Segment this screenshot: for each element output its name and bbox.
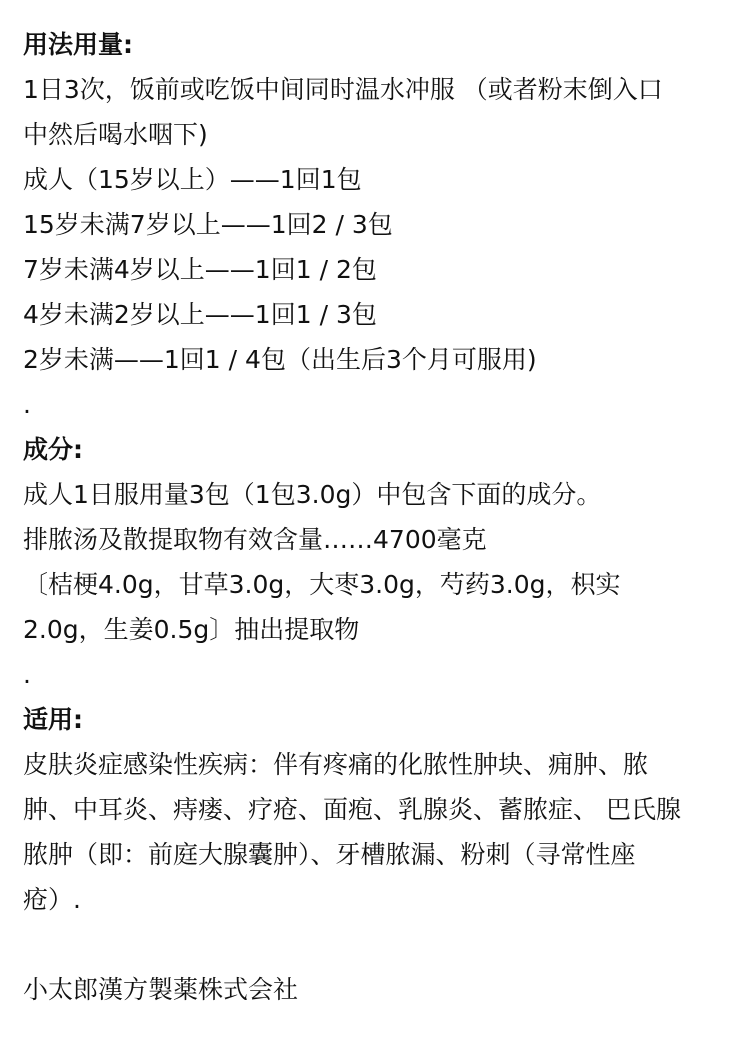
usage-line: 成人（15岁以上）——1回1包 [23, 165, 362, 194]
usage-line: 15岁未满7岁以上——1回2 / 3包 [23, 210, 393, 239]
indications-line: 皮肤炎症感染性疾病：伴有疼痛的化脓性肿块、痈肿、脓 [23, 750, 649, 779]
ingredients-line: 〔桔梗4.0g，甘草3.0g，大枣3.0g，芍药3.0g，枳实 [23, 570, 621, 599]
indications-line: 脓肿（即：前庭大腺囊肿）、牙槽脓漏、粉刺（寻常性座 [23, 840, 636, 869]
usage-line: 中然后喝水咽下) [23, 120, 208, 149]
manufacturer-name: 小太郎漢方製薬株式会社 [23, 975, 299, 1004]
ingredients-line: 排脓汤及散提取物有效含量……4700毫克 [23, 525, 487, 554]
ingredients-line: 2.0g，生姜0.5g〕抽出提取物 [23, 615, 360, 644]
section-separator: . [23, 390, 31, 419]
usage-line: 7岁未满4岁以上——1回1 / 2包 [23, 255, 377, 284]
usage-line: 4岁未满2岁以上——1回1 / 3包 [23, 300, 377, 329]
usage-heading: 用法用量: [23, 30, 133, 59]
usage-line: 2岁未满——1回1 / 4包（出生后3个月可服用) [23, 345, 537, 374]
indications-line: 疮）. [23, 885, 81, 914]
ingredients-line: 成人1日服用量3包（1包3.0g）中包含下面的成分。 [23, 480, 602, 509]
document-body [23, 22, 743, 1012]
spacer [23, 922, 743, 967]
indications-line: 肿、中耳炎、痔瘘、疗疮、面疱、乳腺炎、蓄脓症、 巴氏腺 [23, 795, 681, 824]
usage-line: 1日3次，饭前或吃饭中间同时温水冲服 （或者粉末倒入口 [23, 75, 663, 104]
indications-heading: 适用: [23, 705, 83, 734]
ingredients-heading: 成分: [23, 435, 83, 464]
section-separator: . [23, 660, 31, 689]
